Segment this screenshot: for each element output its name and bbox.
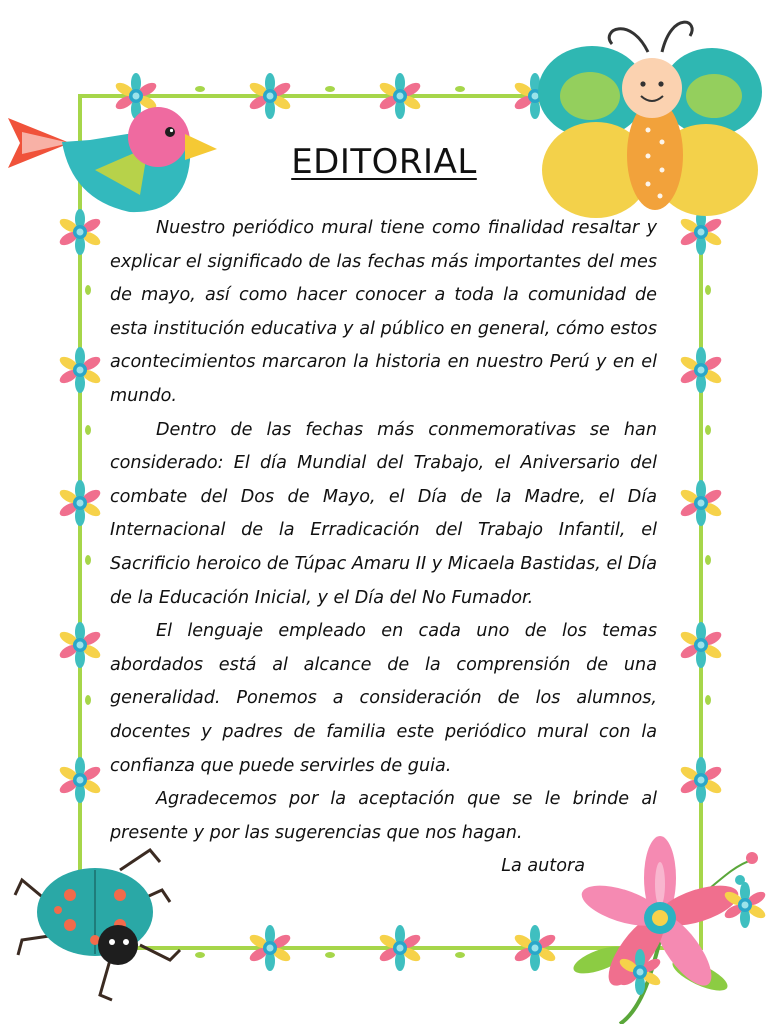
page-title: EDITORIAL — [291, 142, 477, 182]
signature: La autora — [501, 856, 585, 877]
paragraph: El lenguaje empleado en cada uno de los temas abordados está al alcance de la comprensión de una generalidad. Ponemos a consideración de los alumnos, docentes y padres de familia este periódico mural con la confianza que puede servirles de guia. — [110, 621, 657, 776]
paragraph: Dentro de las fechas más conmemorativas se han considerado: El día Mundial del Trabajo, el Aniversario del combate del Dos de Mayo, el Día de la Madre, el Día Internacional de la Erradicación del Trabajo Infantil, el Sacrificio heroico de Túpac Amaru II y Micaela Bastidas, el Día de la Educación Inicial, y el Día del No Fumador. — [110, 419, 657, 608]
paragraph: Agradecemos por la aceptación que se le brinde al presente y por las sugerencias que nos hagan. — [110, 789, 657, 843]
editorial-body — [110, 212, 657, 884]
paragraph: Nuestro periódico mural tiene como finalidad resaltar y explicar el significado de las fechas más importantes del mes de mayo, así como hacer conocer a toda la comunidad de esta institución educativa y al público en general, cómo estos acontecimientos marcaron la historia en nuestro Perú y en el mundo. — [110, 218, 657, 406]
butterfly-illustration — [538, 22, 762, 218]
